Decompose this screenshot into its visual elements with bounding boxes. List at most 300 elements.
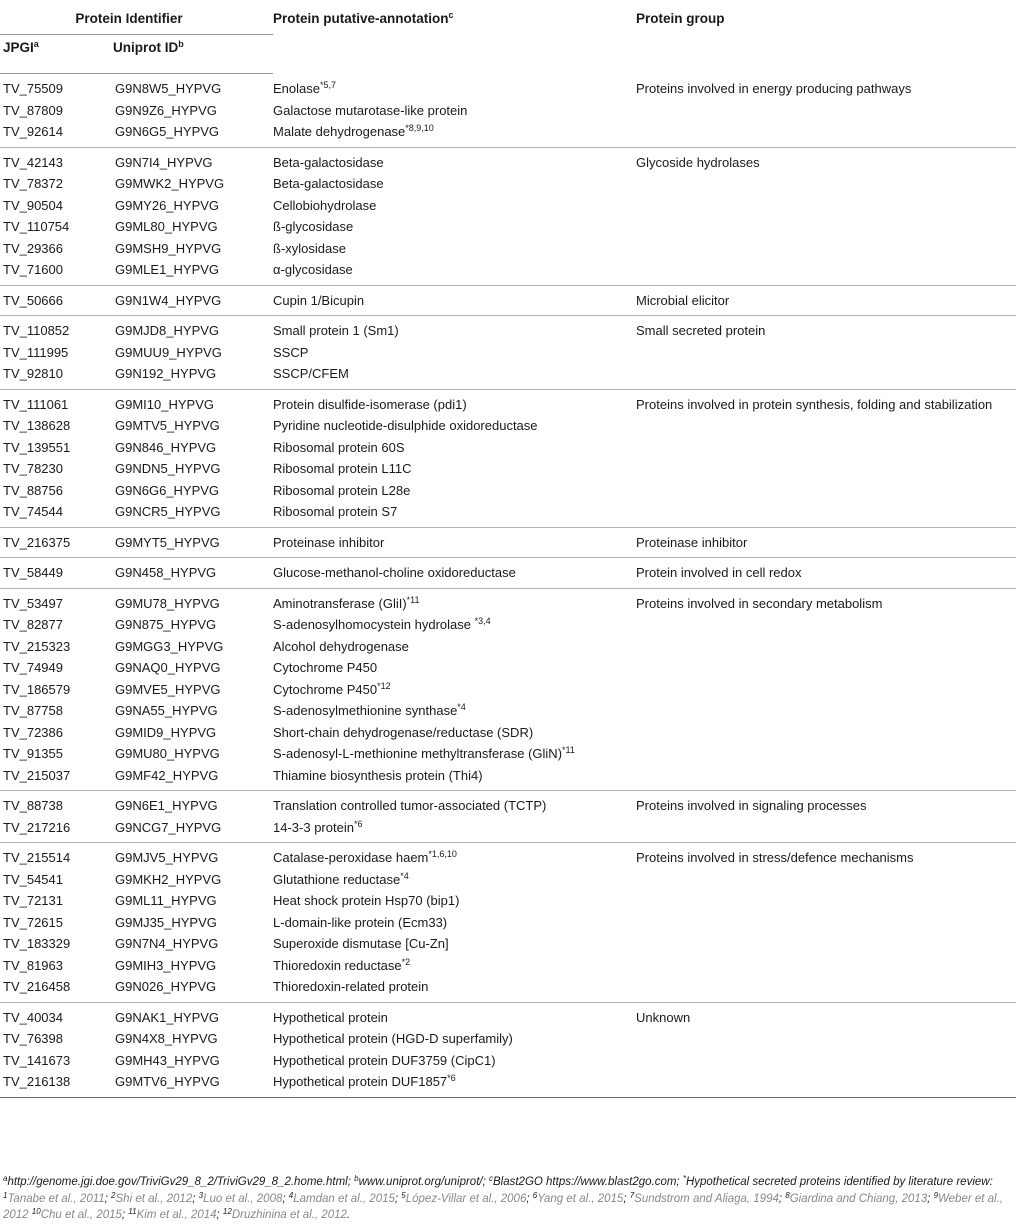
table-row [0, 216, 1016, 238]
uniprot-id-cell: G9MTV6_HYPVG [113, 1071, 273, 1097]
protein-group-cell: Glycoside hydrolases [636, 154, 760, 170]
annotation-reference-mark: *12 [377, 680, 391, 691]
protein-group-cell: Proteinase inhibitor [636, 527, 1016, 558]
footnote-text: Hypothetical secreted proteins identified by literature review: [685, 1176, 993, 1188]
footnote-separator: . [346, 1209, 351, 1221]
uniprot-id-cell: G9N6G6_HYPVG [115, 482, 220, 498]
annotation-cell [273, 869, 636, 891]
annotation-text: Glutathione reductase [273, 871, 401, 887]
jpgi-id-cell: TV_42143 [3, 154, 63, 170]
protein-group-cell [636, 933, 1016, 955]
annotation-cell [273, 501, 636, 527]
protein-group-cell [636, 458, 1016, 480]
table-row [0, 480, 1016, 502]
annotation-text: Enolase [273, 80, 320, 96]
table-body [0, 74, 1016, 1098]
annotation-text: S-adenosyl-L-methionine methyltransferase (GliN) [273, 746, 563, 761]
annotation-cell [273, 722, 636, 744]
protein-group-cell [636, 100, 1016, 122]
annotation-cell [273, 259, 636, 285]
annotation-text: S-adenosylmethionine synthase [273, 703, 458, 718]
footnote-text: Blast2GO https://www.blast2go.com; [492, 1176, 683, 1188]
annotation-cell [273, 1002, 636, 1028]
footnote-separator: ; [927, 1192, 934, 1205]
uniprot-header: Uniprot $ID^b$ [113, 35, 273, 74]
table-row [0, 1071, 1016, 1097]
protein-group-cell [636, 415, 1016, 437]
table-row [0, 743, 1016, 765]
footnote-citation[interactable]: Chu et al., 2015 [40, 1209, 122, 1221]
annotation-reference-mark: *8,9,10 [405, 123, 434, 133]
footnote-mark: 2 [111, 1190, 116, 1200]
jpgi-id-cell: TV_75509 [3, 81, 63, 96]
annotation-text: Cytochrome P450 [273, 660, 378, 675]
annotation-text: Cellobiohydrolase [273, 197, 377, 213]
annotation-reference-mark: *5,7 [320, 79, 337, 90]
jpgi-id-cell: TV_74544 [0, 501, 113, 527]
annotation-cell [273, 1050, 636, 1072]
footnote-text: http://genome.jgi.doe.gov/TriviGv29_8_2/TriviGv29_8_2.home.html; [7, 1176, 355, 1188]
jpgi-id-cell: TV_78230 [3, 461, 63, 476]
protein-group-cell [636, 869, 1016, 891]
annotation-cell [273, 614, 636, 636]
footnote-citation[interactable]: Lamdan et al., 2015 [293, 1192, 395, 1205]
footnote-citation[interactable]: Sundstrom and Aliaga, 1994 [634, 1192, 779, 1205]
footnote-separator: ; [104, 1192, 112, 1205]
uniprot-id-cell: G9MID9_HYPVG [115, 724, 217, 740]
footnote-citation[interactable]: Yang et al., 2015 [537, 1192, 624, 1205]
annotation-cell [273, 843, 636, 869]
annotation-cell [273, 588, 636, 614]
jpgi-id-cell: TV_111995 [3, 344, 69, 360]
protein-group-cell: Small secreted protein [636, 323, 766, 338]
footnote-separator: ; [216, 1209, 223, 1221]
table-row [0, 890, 1016, 912]
annotation-cell [273, 74, 636, 100]
uniprot-id-cell: G9NCG7_HYPVG [113, 817, 273, 843]
jpgi-id-cell: TV_91355 [3, 746, 63, 761]
table-footnotes [3, 1174, 1013, 1224]
annotation-cell [273, 765, 636, 791]
jpgi-id-cell: TV_110852 [3, 323, 70, 338]
protein-group-cell [636, 743, 1016, 765]
annotation-text: Hypothetical protein (HGD-D superfamily) [273, 1031, 513, 1046]
table-row [0, 74, 1016, 100]
annotation-cell [273, 976, 636, 1002]
jpgi-id-cell: TV_74949 [3, 660, 63, 675]
annotation-text: Beta-galactosidase [273, 154, 384, 170]
table-row [0, 1028, 1016, 1050]
footnote-mark: 11 [128, 1207, 137, 1216]
jpgi-id-cell: TV_29366 [3, 240, 63, 256]
uniprot-id-cell: G9N6E1_HYPVG [115, 798, 218, 813]
jpgi-id-cell: TV_215514 [3, 850, 71, 865]
annotation-text: Proteinase inhibitor [273, 534, 385, 550]
table-row [0, 1050, 1016, 1072]
uniprot-id-cell: G9NCR5_HYPVG [113, 501, 273, 527]
protein-group-cell [636, 1050, 1016, 1072]
annotation-text: S-adenosylhomocystein hydrolase [273, 617, 475, 632]
annotation-text: Hypothetical protein [273, 1009, 388, 1025]
table-row [0, 636, 1016, 658]
annotation-reference-mark: *4 [457, 702, 466, 712]
footnote-citation[interactable]: Luo et al., 2008 [203, 1192, 283, 1205]
protein-group-cell: Proteins involved in signaling processes [636, 798, 867, 813]
annotation-cell [273, 437, 636, 459]
jpgi-id-cell: TV_72131 [3, 893, 63, 908]
annotation-cell [273, 147, 636, 173]
annotation-text: Ribosomal protein L28e [273, 482, 411, 498]
uniprot-id-cell: G9MU80_HYPVG [115, 746, 220, 761]
annotation-text: SSCP/CFEM [273, 366, 349, 381]
annotation-cell [273, 238, 636, 260]
table-row [0, 912, 1016, 934]
protein-group-cell [636, 1028, 1016, 1050]
table-row [0, 342, 1016, 364]
jpgi-id-cell: TV_72386 [3, 724, 63, 740]
table-row [0, 933, 1016, 955]
annotation-cell [273, 216, 636, 238]
table-row [0, 955, 1016, 977]
annotation-reference-mark: *2 [401, 956, 411, 967]
annotation-text: Pyridine nucleotide-disulphide oxidoreductase [273, 418, 538, 433]
annotation-cell [273, 316, 636, 342]
uniprot-id-cell: G9N7N4_HYPVG [115, 936, 219, 951]
protein-group-cell: Proteins involved in stress/defence mechanisms [636, 850, 914, 865]
footnote-mark: 3 [198, 1190, 204, 1200]
annotation-cell [273, 342, 636, 364]
table-row [0, 173, 1016, 195]
protein-group-cell [636, 195, 1016, 217]
table-row [0, 869, 1016, 891]
annotation-text: Catalase-peroxidase haem [273, 850, 429, 865]
protein-group-cell [636, 342, 1016, 364]
annotation-cell [273, 527, 636, 558]
annotation-cell [273, 558, 636, 589]
jpgi-id-cell: TV_71600 [0, 259, 113, 285]
jpgi-id-cell: TV_216458 [0, 976, 113, 1002]
annotation-text: Ribosomal protein 60S [273, 439, 405, 455]
uniprot-id-cell: G9N192_HYPVG [113, 363, 273, 389]
table-row [0, 1002, 1016, 1028]
jpgi-id-cell: TV_87809 [3, 102, 63, 118]
table-row [0, 121, 1016, 147]
annotation-text: Hypothetical protein DUF3759 (CipC1) [273, 1052, 496, 1068]
annotation-text: α-glycosidase [273, 262, 353, 277]
protein-group-cell [636, 765, 1016, 791]
uniprot-id-cell: G9MTV5_HYPVG [115, 418, 220, 433]
annotation-header: Protein putative-annotation$^c$ [273, 10, 454, 26]
footnote-mark: 9 [933, 1190, 939, 1200]
protein-group-cell [636, 437, 1016, 459]
uniprot-id-cell: G9N875_HYPVG [115, 617, 217, 632]
uniprot-id-cell: G9N026_HYPVG [113, 976, 273, 1002]
annotation-text: Thiamine biosynthesis protein (Thi4) [273, 767, 483, 783]
footnote-mark: 1 [3, 1190, 8, 1200]
table-row [0, 614, 1016, 636]
footnote-separator: ; [192, 1192, 199, 1205]
protein-group-cell: Unknown [636, 1009, 691, 1025]
annotation-reference-mark: *6 [353, 818, 363, 829]
jpgi-id-cell: TV_216375 [0, 527, 113, 558]
annotation-cell [273, 415, 636, 437]
uniprot-id-cell: G9N1W4_HYPVG [113, 285, 273, 316]
uniprot-id-cell: G9MH43_HYPVG [115, 1052, 220, 1068]
table-row [0, 437, 1016, 459]
jpgi-id-cell: TV_217216 [0, 817, 113, 843]
footnote-citation[interactable]: López-Villar et al., 2006 [405, 1192, 527, 1205]
jpgi-id-cell: TV_50666 [0, 285, 113, 316]
footnote-mark: a [3, 1174, 8, 1183]
footnote-citation[interactable]: Tanabe et al., 2011 [7, 1192, 105, 1205]
table-header [0, 4, 1016, 74]
uniprot-id-cell: G9MVE5_HYPVG [115, 681, 221, 697]
protein-group-cell: Proteins involved in energy producing pathways [636, 80, 912, 96]
table-row [0, 976, 1016, 1002]
protein-group-cell: Protein involved in cell redox [636, 558, 1016, 589]
jpgi-id-cell: TV_78372 [3, 176, 63, 191]
protein-group-cell [636, 501, 1016, 527]
jpgi-id-cell: TV_110754 [3, 219, 70, 234]
annotation-cell [273, 173, 636, 195]
footnote-text: www.uniprot.org/uniprot/; [358, 1176, 489, 1188]
protein-identifier-header: Protein Identifier [0, 4, 273, 35]
uniprot-id-cell: G9MF42_HYPVG [113, 765, 273, 791]
annotation-text: Ribosomal protein S7 [273, 504, 398, 519]
jpgi-id-cell: TV_58449 [0, 558, 113, 589]
uniprot-id-cell: G9MU78_HYPVG [115, 595, 220, 611]
jpgi-id-cell: TV_111061 [3, 396, 69, 412]
annotation-cell [273, 657, 636, 679]
jpgi-id-cell: TV_141673 [3, 1052, 71, 1068]
group-header: Protein group [636, 11, 725, 26]
protein-group-cell: Proteins involved in secondary metabolism [636, 595, 883, 611]
table-row [0, 259, 1016, 285]
uniprot-id-cell: G9MIH3_HYPVG [115, 957, 217, 973]
table-row [0, 588, 1016, 614]
annotation-text: Hypothetical protein DUF1857 [273, 1074, 448, 1089]
uniprot-id-cell: G9MJV5_HYPVG [115, 850, 219, 865]
table-row [0, 558, 1016, 589]
footnote-separator: ; [394, 1192, 402, 1205]
annotation-cell [273, 743, 636, 765]
table-row [0, 817, 1016, 843]
jpgi-id-cell: TV_216138 [0, 1071, 113, 1097]
annotation-text: Small protein 1 (Sm1) [273, 323, 399, 338]
footnote-separator: ; [121, 1209, 129, 1221]
protein-group-cell [636, 817, 1016, 843]
uniprot-id-cell: G9MWK2_HYPVG [115, 176, 225, 191]
uniprot-id-cell: G9NA55_HYPVG [115, 703, 218, 718]
footnote-mark: 12 [222, 1207, 232, 1216]
table-row [0, 700, 1016, 722]
annotation-cell [273, 480, 636, 502]
annotation-text: SSCP [273, 344, 309, 360]
annotation-text: Malate dehydrogenase [273, 124, 406, 139]
annotation-cell [273, 285, 636, 316]
protein-group-cell [636, 657, 1016, 679]
annotation-text: Glucose-methanol-choline oxidoreductase [273, 565, 516, 580]
jpgi-id-cell: TV_88756 [3, 482, 63, 498]
jpgi-id-cell: TV_186579 [3, 681, 71, 697]
uniprot-id-cell: G9MLE1_HYPVG [113, 259, 273, 285]
jpgi-id-cell: TV_183329 [3, 936, 71, 951]
table-row [0, 679, 1016, 701]
uniprot-id-cell: G9N8W5_HYPVG [115, 81, 222, 96]
jpgi-id-cell: TV_90504 [3, 197, 63, 213]
table-row [0, 415, 1016, 437]
protein-group-cell [636, 679, 1016, 701]
uniprot-id-cell: G9MJ35_HYPVG [115, 914, 217, 930]
uniprot-id-cell: G9N7I4_HYPVG [115, 154, 213, 170]
jpgi-id-cell: TV_54541 [3, 871, 63, 887]
annotation-cell [273, 389, 636, 415]
uniprot-id-cell: G9N4X8_HYPVG [115, 1031, 218, 1046]
jpgi-id-cell: TV_92614 [0, 121, 113, 147]
table-row [0, 765, 1016, 791]
annotation-cell [273, 636, 636, 658]
footnote-mark: 6 [532, 1190, 538, 1200]
annotation-cell [273, 955, 636, 977]
annotation-text: Short-chain dehydrogenase/reductase (SDR) [273, 724, 534, 740]
footnote-citation[interactable]: Giardina and Chiang, 2013 [789, 1192, 928, 1205]
uniprot-id-cell: G9NAQ0_HYPVG [115, 660, 221, 675]
table-row [0, 501, 1016, 527]
uniprot-id-cell: G9NAK1_HYPVG [115, 1009, 220, 1025]
annotation-cell [273, 458, 636, 480]
jpgi-id-cell: TV_138628 [3, 418, 71, 433]
table-row [0, 843, 1016, 869]
annotation-text: Translation controlled tumor-associated (TCTP) [273, 798, 547, 813]
uniprot-id-cell: G9N458_HYPVG [113, 558, 273, 589]
table-row [0, 147, 1016, 173]
uniprot-id-cell: G9MY26_HYPVG [115, 197, 220, 213]
footnote-separator: ; [623, 1192, 630, 1205]
table-row [0, 791, 1016, 817]
jpgi-id-cell: TV_215037 [0, 765, 113, 791]
protein-group-cell [636, 700, 1016, 722]
table-row [0, 316, 1016, 342]
uniprot-id-cell: G9MGG3_HYPVG [115, 638, 224, 654]
jpgi-id-cell: TV_72615 [3, 914, 63, 930]
uniprot-id-cell: G9MYT5_HYPVG [113, 527, 273, 558]
jpgi-id-cell: TV_92810 [0, 363, 113, 389]
protein-group-cell [636, 238, 1016, 260]
jpgi-id-cell: TV_82877 [3, 617, 63, 632]
annotation-cell [273, 912, 636, 934]
annotation-text: ß-xylosidase [273, 240, 346, 256]
uniprot-id-cell: G9MKH2_HYPVG [115, 871, 222, 887]
footnote-separator: ; [526, 1192, 533, 1205]
jpgi-id-cell: TV_215323 [3, 638, 71, 654]
table-row [0, 363, 1016, 389]
protein-group-cell [636, 890, 1016, 912]
table-row [0, 238, 1016, 260]
annotation-reference-mark: *1,6,10 [428, 849, 457, 859]
footnote-mark: b [354, 1174, 359, 1183]
protein-group-cell [636, 976, 1016, 1002]
annotation-cell [273, 700, 636, 722]
annotation-cell [273, 679, 636, 701]
uniprot-id-cell: G9MJD8_HYPVG [115, 323, 220, 338]
annotation-text: Superoxide dismutase [Cu-Zn] [273, 936, 449, 951]
annotation-reference-mark: *6 [447, 1073, 456, 1083]
uniprot-id-cell: G9ML80_HYPVG [115, 219, 218, 234]
table-row [0, 722, 1016, 744]
protein-group-cell [636, 216, 1016, 238]
footnote-mark: 10 [31, 1207, 41, 1216]
protein-group-cell [636, 259, 1016, 285]
table-row [0, 389, 1016, 415]
footnote-separator: ; [778, 1192, 786, 1205]
annotation-cell [273, 1028, 636, 1050]
annotation-text: Cupin 1/Bicupin [273, 292, 365, 308]
table-row [0, 458, 1016, 480]
annotation-cell [273, 817, 636, 843]
annotation-cell [273, 363, 636, 389]
uniprot-id-cell: G9N9Z6_HYPVG [115, 102, 217, 118]
table-row [0, 195, 1016, 217]
jpgi-id-cell: TV_88738 [3, 798, 63, 813]
annotation-text: L-domain-like protein (Ecm33) [273, 914, 448, 930]
jpgi-id-cell: TV_40034 [3, 1009, 63, 1025]
footnote-mark: 4 [288, 1190, 294, 1200]
uniprot-id-cell: G9MSH9_HYPVG [115, 240, 222, 256]
annotation-cell [273, 195, 636, 217]
annotation-text: Thioredoxin-related protein [273, 979, 429, 994]
protein-group-cell [636, 1071, 1016, 1097]
table-row [0, 657, 1016, 679]
annotation-cell [273, 1071, 636, 1097]
annotation-text: Protein disulfide-isomerase (pdi1) [273, 396, 467, 412]
annotation-text: ß-glycosidase [273, 219, 354, 234]
table-row [0, 527, 1016, 558]
annotation-reference-mark: *11 [562, 745, 575, 755]
protein-group-cell [636, 614, 1016, 636]
protein-group-cell [636, 722, 1016, 744]
uniprot-id-cell: G9MI10_HYPVG [115, 396, 214, 412]
jpgi-id-cell: TV_81963 [3, 957, 63, 973]
jpgi-id-cell: TV_76398 [3, 1031, 63, 1046]
footnote-citation[interactable]: Druzhinina et al., 2012 [231, 1209, 347, 1221]
uniprot-id-cell: G9NDN5_HYPVG [115, 461, 221, 476]
footnote-mark: 7 [629, 1190, 635, 1200]
uniprot-id-cell: G9MUU9_HYPVG [115, 344, 222, 360]
annotation-text: Cytochrome P450 [273, 681, 378, 697]
jpgi-id-cell: TV_139551 [3, 439, 71, 455]
footnote-separator: ; [282, 1192, 289, 1205]
annotation-cell [273, 890, 636, 912]
protein-table [0, 4, 1016, 1098]
footnote-mark: * [682, 1174, 686, 1183]
annotation-reference-mark: *4 [400, 870, 409, 881]
protein-group-cell [636, 955, 1016, 977]
footnote-citation[interactable]: Shi et al., 2012 [115, 1192, 193, 1205]
footnote-citation[interactable]: Weber et al., 2012 [3, 1192, 1004, 1221]
uniprot-id-cell: G9N6G5_HYPVG [113, 121, 273, 147]
annotation-text: Thioredoxin reductase [273, 957, 402, 973]
footnote-mark: 5 [401, 1190, 406, 1200]
protein-group-cell [636, 121, 1016, 147]
protein-group-cell [636, 173, 1016, 195]
footnote-mark: c [488, 1174, 493, 1183]
footnote-citation[interactable]: Kim et al., 2014 [136, 1209, 217, 1221]
table-row [0, 100, 1016, 122]
annotation-cell [273, 933, 636, 955]
protein-group-cell: Proteins involved in protein synthesis, folding and stabilization [636, 396, 993, 412]
table-row [0, 285, 1016, 316]
annotation-cell [273, 100, 636, 122]
